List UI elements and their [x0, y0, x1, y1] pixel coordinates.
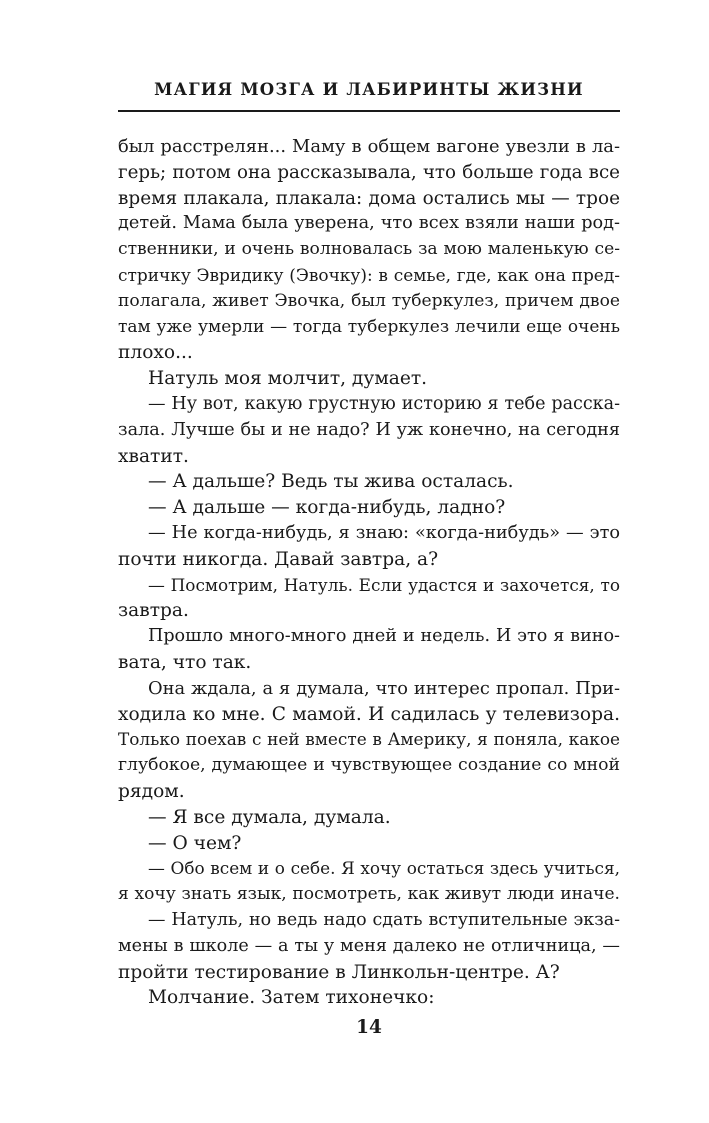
text-line: — Посмотрим, Натуль. Если удастся и захочется, то [148, 574, 620, 595]
text-line: — Ну вот, какую грустную историю я тебе расска- [148, 393, 620, 414]
text-line: я хочу знать язык, посмотреть, как живут люди иначе. [118, 884, 620, 905]
text-line: — А дальше — когда-нибудь, ладно? [148, 497, 506, 519]
text-line: почти никогда. Давай завтра, а? [118, 548, 439, 570]
text-line: — Я все думала, думала. [148, 806, 391, 828]
text-line: плохо... [118, 342, 193, 364]
text-line: пройти тестирование в Линкольн-центре. А? [118, 961, 560, 983]
text-line: там уже умерли — тогда туберкулез лечили еще очень [118, 316, 620, 337]
body-text [118, 134, 620, 1011]
text-line: Прошло много-много дней и недель. И это я вино- [148, 626, 620, 647]
text-line: хватит. [118, 445, 189, 467]
text-line: Натуль моя молчит, думает. [148, 368, 428, 390]
text-line: полагала, живет Эвочка, был туберкулез, причем двое [118, 290, 620, 311]
text-line: Она ждала, а я думала, что интерес пропал. При- [148, 677, 620, 699]
page-number: 14 [356, 1017, 382, 1038]
text-line: мены в школе — а ты у меня далеко не отличница, — [118, 935, 620, 956]
text-line: детей. Мама была уверена, что всех взяли наши род- [118, 213, 620, 234]
text-line: ственники, и очень волновалась за мою маленькую се- [118, 239, 620, 260]
text-line: Только поехав с ней вместе в Америку, я поняла, какое [118, 729, 620, 750]
text-line: рядом. [118, 780, 185, 802]
text-line: зала. Лучше бы и не надо? И уж конечно, на сегодня [118, 419, 620, 440]
text-line: стричку Эвридику (Эвочку): в семье, где, как она пред- [118, 264, 620, 285]
text-line: завтра. [118, 600, 189, 622]
text-line: глубокое, думающее и чувствующее создание со мной [118, 755, 620, 776]
text-line: Молчание. Затем тихонечко: [148, 987, 435, 1009]
text-line: герь; потом она рассказывала, что больше года все [118, 161, 620, 183]
text-line: — Натуль, но ведь надо сдать вступительные экза- [148, 909, 620, 930]
text-line: время плакала, плакала: дома остались мы — трое [118, 187, 620, 209]
text-line: — Обо всем и о себе. Я хочу остаться здесь учиться, [148, 858, 620, 879]
header-rule [118, 110, 620, 112]
text-line: был расстрелян... Маму в общем вагоне увезли в ла- [118, 136, 620, 157]
text-line: вата, что так. [118, 651, 252, 673]
text-line: ходила ко мне. С мамой. И садилась у телевизора. [118, 703, 620, 725]
text-line: — О чем? [148, 832, 242, 854]
text-line: — Не когда-нибудь, я знаю: «когда-нибудь» — это [148, 522, 620, 543]
text-line: — А дальше? Ведь ты жива осталась. [148, 471, 514, 493]
running-title: МАГИЯ МОЗГА И ЛАБИРИНТЫ ЖИЗНИ [154, 80, 584, 99]
